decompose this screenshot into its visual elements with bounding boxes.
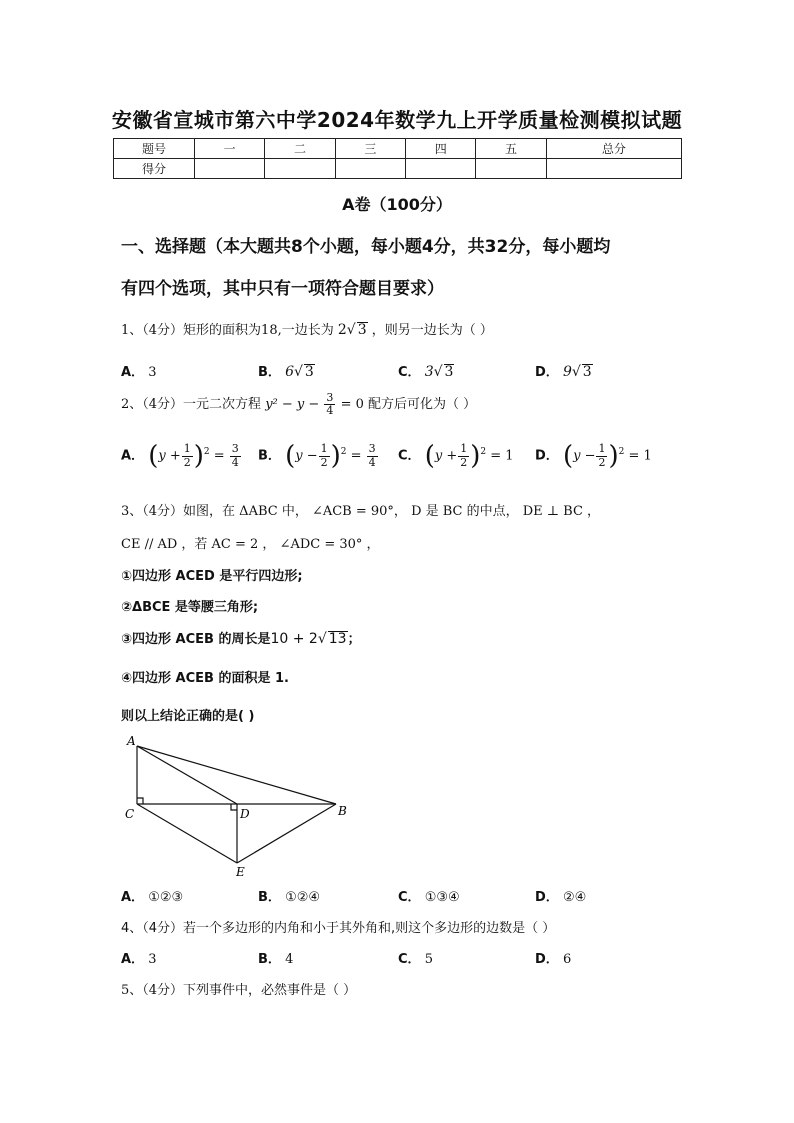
q1-prefix: 1、（4分）矩形的面积为18,一边长为 (121, 323, 334, 338)
score-table (113, 138, 682, 179)
score-row-label: 得分 (114, 159, 195, 179)
q2-option-b[interactable]: B． (y − $\frac{1}{2}$ )$^2$ = $\frac{3}{4}$ (258, 441, 376, 471)
point-label-d: D (240, 807, 250, 821)
point-label-e: E (236, 865, 245, 879)
point-label-b: B (338, 804, 347, 818)
q3-option-b[interactable]: B． ①②④ (258, 890, 321, 905)
segment-ad (137, 746, 237, 804)
right-angle-mark-d (231, 804, 237, 810)
score-header-cell: 五 (476, 139, 546, 159)
q1-option-d[interactable]: D． 9√ 3 (535, 364, 592, 380)
q1-radical: 2√ 3 (337, 322, 367, 338)
q2-equation-left: y² − y − (265, 397, 320, 413)
q2-option-a[interactable]: A． (y + $\frac{1}{2}$ )$^2$ = $\frac{3}{4}$ (121, 441, 239, 471)
section-heading-line1: 一、选择题（本大题共8个小题，每小题4分，共32分，每小题均 (121, 237, 611, 257)
q2-option-d[interactable]: D． (y − $\frac{1}{2}$ )$^2$ = 1 (535, 441, 652, 471)
score-header-cell: 二 (265, 139, 335, 159)
q2-option-c[interactable]: C． (y + $\frac{1}{2}$ )$^2$ = 1 (398, 441, 514, 471)
q1-option-c[interactable]: C． 3√ 3 (398, 364, 454, 380)
score-header-cell: 三 (335, 139, 405, 159)
q3-statement-3: ③四边形 ACEB 的周长是10 + 2√ 13； (121, 631, 361, 647)
question-3-line1: 3、（4分）如图，在 ΔABC 中， ∠ACB = 90°， D 是 BC 的中点， DE ⊥ BC ， (121, 504, 601, 519)
score-header-cell: 题号 (114, 139, 195, 159)
score-table-header-row (114, 139, 682, 159)
segment-eb (237, 804, 336, 863)
q3-statement-1: ①四边形 ACED 是平行四边形; (121, 569, 303, 584)
question-2 (121, 392, 476, 417)
q4-option-a[interactable]: A． 3 (121, 952, 157, 967)
score-cell[interactable] (406, 159, 476, 179)
q1-option-b[interactable]: B． 6√ 3 (258, 364, 314, 380)
section-heading-line2: 有四个选项，其中只有一项符合题目要求） (121, 279, 444, 299)
score-header-cell: 四 (406, 139, 476, 159)
exam-title: 安徽省宣城市第六中学2024年数学九上开学质量检测模拟试题 (111, 108, 683, 132)
q2-prefix: 2、（4分）一元二次方程 (121, 397, 262, 413)
q2-equation-fraction: $\frac{3}{4}$ (326, 391, 334, 418)
q2-suffix: 配方后可化为（ ） (368, 397, 477, 413)
question-4: 4、（4分）若一个多边形的内角和小于其外角和,则这个多边形的边数是（ ） (121, 921, 556, 936)
score-cell[interactable] (265, 159, 335, 179)
segment-ce (137, 804, 237, 863)
q4-option-c[interactable]: C． 5 (398, 952, 433, 967)
q3-statement-2: ②ΔBCE 是等腰三角形; (121, 600, 259, 615)
q3-option-c[interactable]: C． ①③④ (398, 890, 460, 905)
score-table-score-row (114, 159, 682, 179)
point-label-a: A (127, 734, 136, 748)
q4-option-b[interactable]: B． 4 (258, 952, 294, 967)
question-1 (121, 319, 493, 338)
question-5: 5、（4分）下列事件中，必然事件是（ ） (121, 983, 357, 998)
right-angle-mark-c (137, 798, 143, 804)
segment-ab (137, 746, 336, 804)
score-cell[interactable] (476, 159, 546, 179)
question-3-line2: CE // AD ，若 AC = 2 ， ∠ADC = 30° ， (121, 537, 380, 552)
score-cell[interactable] (195, 159, 265, 179)
q4-option-d[interactable]: D． 6 (535, 952, 572, 967)
q3-statement-4: ④四边形 ACEB 的面积是 1. (121, 671, 289, 686)
q1-suffix: ，则另一边长为（ ） (371, 323, 493, 338)
score-cell[interactable] (546, 159, 681, 179)
q2-equation-right: = 0 (340, 397, 364, 413)
paper-section-title: A卷（100分） (342, 195, 452, 214)
score-cell[interactable] (335, 159, 405, 179)
point-label-c: C (125, 807, 135, 821)
q3-option-a[interactable]: A． ①②③ (121, 890, 184, 905)
q3-option-d[interactable]: D． ②④ (535, 890, 587, 905)
geometry-figure (120, 734, 360, 884)
score-header-cell: 一 (195, 139, 265, 159)
q3-question-ask: 则以上结论正确的是( ) (121, 709, 255, 724)
score-header-cell: 总分 (546, 139, 681, 159)
q1-option-a[interactable]: A． 3 (121, 365, 157, 380)
